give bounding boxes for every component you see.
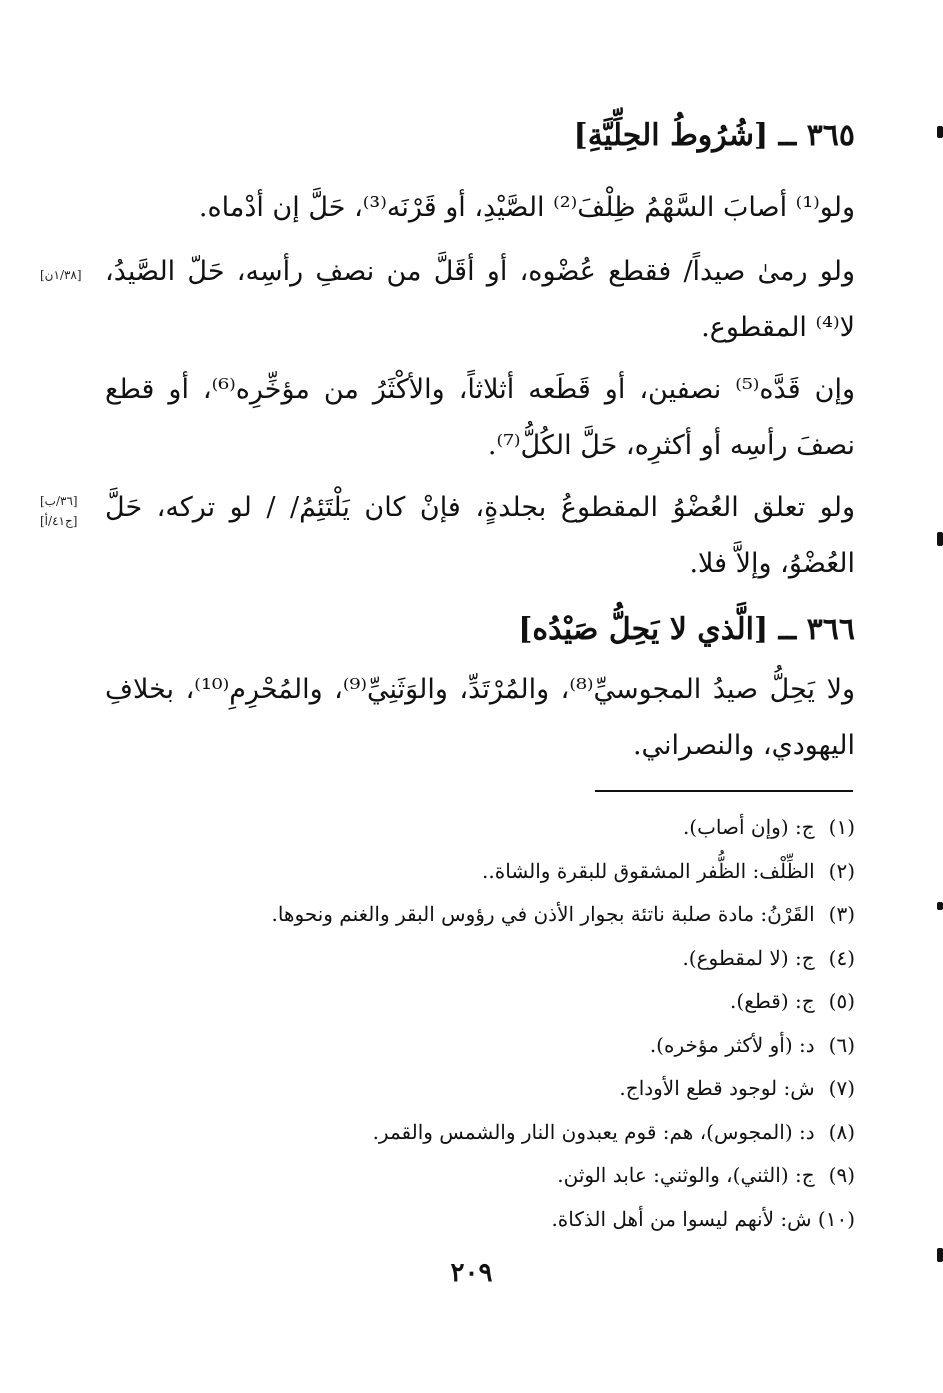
manuscript-folio-ref: [ج٤١/أ] — [40, 514, 78, 528]
footnote-item — [95, 806, 855, 850]
manuscript-folio-ref: [٣٦/ب] — [40, 494, 78, 508]
footnote-text: د: (المجوس)، هم: قوم يعبدون النار والشمس والقمر. — [372, 1119, 815, 1144]
footnote-item — [95, 1198, 855, 1242]
section-heading-365: ٣٦٥ ــ [شُرُوطُ الحِلِّيَّةِ] — [573, 118, 855, 153]
footnote-divider — [595, 790, 853, 792]
footnote-number: (٩) — [828, 1163, 855, 1187]
scan-edge-mark — [937, 902, 943, 910]
footnote-text: الظِّلْف: الظُّفر المشقوق للبقرة والشاة.. — [482, 858, 815, 883]
paragraph-3 — [105, 362, 855, 474]
footnote-text: ج: (وإن أصاب). — [682, 815, 815, 839]
footnote-number: (٦) — [828, 1032, 855, 1057]
footnote-text: ش: لوجود قطع الأوداج. — [619, 1076, 815, 1100]
footnote-item — [95, 937, 855, 981]
footnote-number: (٥) — [828, 989, 855, 1013]
footnote-text: ش: لأنهم ليسوا من أهل الذكاة. — [551, 1206, 812, 1231]
footnote-text: ج: (قطع). — [730, 989, 815, 1013]
scan-edge-mark — [937, 126, 943, 138]
footnote-number: (٤) — [828, 945, 855, 970]
paragraph-5 — [105, 662, 855, 774]
footnote-text: د: (أو لأكثر مؤخره). — [649, 1032, 815, 1057]
page-number: ٢٠٩ — [450, 1258, 493, 1288]
paragraph-text: ولو⁽¹⁾ أصابَ السَّهْمُ ظِلْفَ⁽²⁾ الصَّيْدِ، أو قَرْنَه⁽³⁾، حَلَّ إن أدْماه. — [198, 192, 855, 223]
manuscript-folio-ref: [١/٣٨ن] — [40, 268, 82, 282]
footnote-item — [95, 1154, 855, 1198]
paragraph-text: ولو رمىٰ صيداً/ فقطع عُضْوه، أو أقَلَّ من نصفِ رأسِه، حَلّ الصَّيدُ، لا⁽⁴⁾ المقطوع. — [105, 256, 855, 343]
paragraph-text: وإن قَدَّه⁽⁵⁾ نصفين، أو قَطَعه أثلاثاً، والأكْثَرُ من مؤخِّرِه⁽⁶⁾، أو قطع نصفَ رأسِه أو أكثرِه، حَلَّ الكُلُّ⁽⁷⁾. — [105, 374, 855, 461]
scan-edge-mark — [937, 532, 943, 546]
paragraph-4 — [105, 480, 855, 592]
footnote-item — [95, 850, 855, 894]
paragraph-2 — [105, 244, 855, 356]
footnotes-list — [95, 806, 855, 1241]
section-heading-366: ٣٦٦ ــ [الَّذي لا يَحِلُّ صَيْدُه] — [518, 612, 855, 647]
footnote-text: ج: (الثني)، والوثني: عابد الوثن. — [557, 1163, 815, 1187]
footnote-item — [95, 980, 855, 1024]
footnote-number: (٨) — [828, 1119, 855, 1144]
footnote-number: (١) — [828, 815, 855, 839]
footnote-number: (١٠) — [817, 1206, 855, 1231]
paragraph-1 — [105, 180, 855, 236]
footnote-item — [95, 1067, 855, 1111]
footnote-item — [95, 1111, 855, 1155]
footnote-number: (٢) — [828, 858, 855, 883]
footnote-item — [95, 893, 855, 937]
footnote-number: (٧) — [828, 1076, 855, 1100]
footnote-number: (٣) — [828, 902, 855, 926]
scan-edge-mark — [937, 1248, 943, 1262]
footnote-text: القَرْنُ: مادة صلبة ناتئة بجوار الأذن في رؤوس البقر والغنم ونحوها. — [271, 902, 815, 926]
footnote-item — [95, 1024, 855, 1068]
footnote-text: ج: (لا لمقطوع). — [682, 945, 815, 970]
paragraph-text: ولا يَحِلُّ صيدُ المجوسيِّ⁽⁸⁾، والمُرْتَدِّ، والوَثَنِيِّ⁽⁹⁾، والمُحْرِمِ⁽¹⁰⁾، بخلافِ اليهودي، والنصراني. — [105, 674, 856, 761]
paragraph-text: ولو تعلق العُضْوُ المقطوعُ بجلدةٍ، فإنْ كان يَلْتَئِمُ/ / لو تركه، حَلَّ العُضْوُ، وإلاَّ فلا. — [105, 492, 855, 579]
